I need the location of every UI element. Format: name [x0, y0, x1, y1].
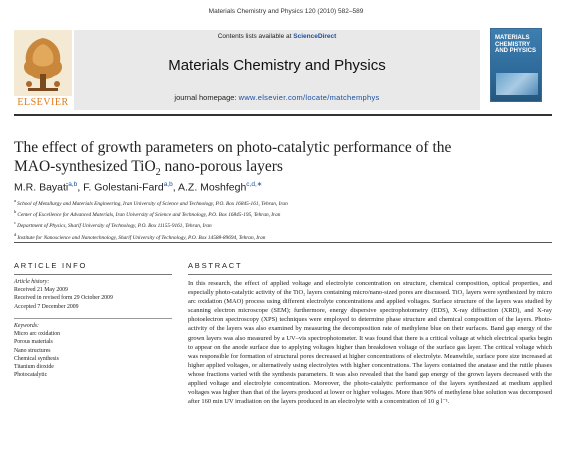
elsevier-logo — [14, 30, 72, 108]
article-info-heading: ARTICLE INFO — [14, 261, 88, 270]
title-line-2: MAO-synthesized TiO — [14, 158, 156, 175]
author-affiliation-marker[interactable]: a,b — [163, 181, 173, 188]
homepage-link[interactable]: www.elsevier.com/locate/matchemphys — [238, 93, 380, 102]
keywords-label: Keywords: — [14, 323, 39, 329]
affiliation-text: Center of Excellence for Advanced Materials, Iran University of Science and Technology, P.O. Box 16845-195, Tehran, Iran — [17, 211, 281, 218]
affiliation-list — [14, 197, 554, 242]
abstract-rule — [188, 274, 552, 275]
contents-line — [74, 33, 480, 40]
title-subscript: 2 — [155, 167, 161, 179]
affiliation-item — [14, 197, 554, 208]
author-separator: , — [172, 181, 178, 194]
affiliation-item — [14, 231, 554, 242]
abstract-heading: ABSTRACT — [188, 261, 243, 270]
article-history — [14, 278, 174, 311]
elsevier-tree-icon — [14, 30, 72, 96]
cover-title: MATERIALS CHEMISTRY AND PHYSICS — [495, 35, 537, 54]
history-item: Received in revised form 29 October 2009 — [14, 295, 113, 302]
author-list — [14, 180, 544, 194]
abstract-text: In this research, the effect of applied voltage and electrolyte concentration on structure, chemical composition, optical properties, and especially photo-catalytic activity of the TiO₂ layers containing micro/nano-sized pores are discussed. TiO₂ layers were synthesized by micro arc oxidation (MAO) process using different electrolyte concentrations and applied voltages. Surface structure of the layers was studied by scanning electron microscope (SEM); furthermore, energy dispersive spectrophotometry (EDS), X-ray diffraction (XRD), and X-ray photoelectron spectroscopy (XPS) techniques were employed to determine phase structure and chemical composition of the layers. Photo-activity of the layers was also examined by measuring the decomposition rate of methylene blue on their surfaces. Band gap energy of the grown layers was also measured by a UV–vis spectrophotometer. It was found that there is a critical voltage at which electrical sparks begin to appear on the anode surface due to applying voltages higher than breakdown voltage of the surface gas layer. The critical voltage which was responsible for formation of structural pores decreased at higher concentrations of electrolyte. Meanwhile, surface pore size increased at higher applied voltages, or alternatively using electrolytes with higher concentrations. The layers contained the anatase and the rutile phases whose fractions varied with the synthesis parameters. It was also revealed that the band gap energy of the grown layers decreased with the applied voltage and electrolyte concentration. Moreover, the photo-catalytic performance of the layers synthesized at medium applied voltages was higher than that of the layers produced at lower or higher voltages. More than 90% of methylene blue solution was decomposed after 160 min UV irradiation on the layers produced in an electrolyte with a concentration of 10 g l⁻¹. — [188, 280, 552, 406]
keyword-item: Chemical synthesis — [14, 355, 59, 362]
affiliation-item — [14, 219, 554, 230]
author-separator: , — [77, 181, 84, 194]
journal-title: Materials Chemistry and Physics — [168, 57, 386, 74]
author-affiliation-marker[interactable]: a,b — [68, 181, 78, 188]
affiliation-text: School of Metallurgy and Materials Engineering, Iran University of Science and Technology, P.O. Box 16845-161, Tehran, Iran — [17, 200, 288, 207]
history-item: Received 21 May 2009 — [14, 287, 68, 294]
header-divider — [14, 114, 552, 116]
author-name[interactable]: A.Z. Moshfegh — [178, 181, 247, 194]
keyword-item: Photocatalytic — [14, 372, 48, 379]
author-affiliation-marker[interactable]: c,d,∗ — [246, 181, 263, 188]
affiliation-marker: c — [14, 220, 18, 226]
contents-prefix: Contents lists available at — [217, 33, 294, 40]
author-name[interactable]: F. Golestani-Fard — [83, 181, 164, 194]
homepage-prefix: journal homepage: — [174, 93, 239, 102]
section-divider — [14, 242, 552, 243]
journal-reference: Materials Chemistry and Physics 120 (2010) 582–589 — [208, 8, 364, 15]
keyword-list — [14, 322, 174, 379]
affiliation-item — [14, 208, 554, 219]
author-name[interactable]: M.R. Bayati — [14, 181, 69, 194]
keyword-item: Micro arc oxidation — [14, 331, 61, 338]
title-line-2-end: nano-porous layers — [160, 158, 283, 175]
journal-cover — [490, 28, 542, 102]
history-item: Accepted 7 December 2009 — [14, 303, 79, 310]
keywords-rule — [14, 318, 172, 319]
title-line-1: The effect of growth parameters on photo-catalytic performance of the — [14, 139, 452, 156]
affiliation-marker: a — [14, 198, 18, 203]
article-info-rule — [14, 274, 172, 275]
keyword-item: Titanium dioxide — [14, 364, 54, 371]
affiliation-marker: b — [14, 209, 18, 215]
sciencedirect-link[interactable]: ScienceDirect — [293, 33, 337, 40]
keyword-item: Nano structures — [14, 347, 51, 354]
elsevier-wordmark: ELSEVIER — [17, 97, 69, 108]
cover-image — [496, 73, 538, 95]
affiliation-text: Department of Physics, Sharif University of Technology, P.O. Box 11155-9161, Tehran, Iran — [17, 223, 212, 230]
journal-header — [74, 30, 480, 110]
article-title — [14, 138, 544, 182]
keyword-item: Porous materials — [14, 339, 53, 346]
homepage-line — [74, 93, 480, 102]
history-label: Article history: — [14, 279, 50, 285]
affiliation-text: Institute for Nanoscience and Nanotechnology, Sharif University of Technology, P.O. Box 14588-89694, Tehran, Iran — [17, 234, 266, 241]
affiliation-marker: d — [14, 231, 18, 237]
